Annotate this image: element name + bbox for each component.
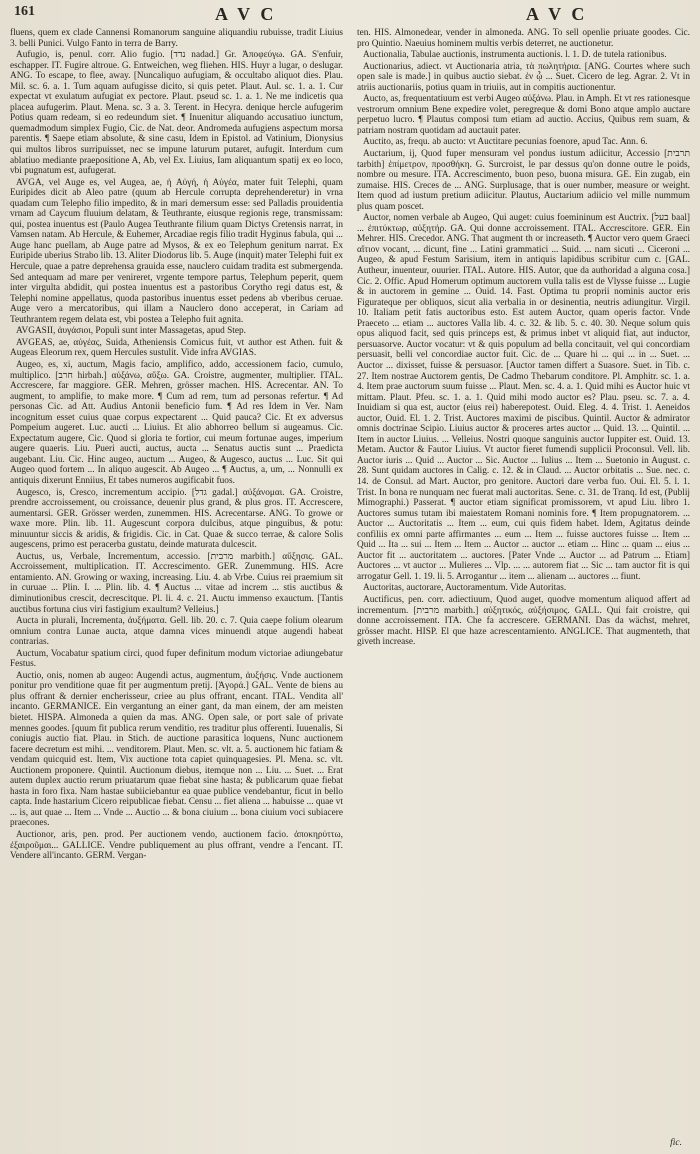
- page-header: [10, 4, 690, 28]
- dictionary-entry: Auctionalia, Tabulae auctionis, instrumenta auctionis. l. 1. D. de tutela rationibus.: [363, 50, 667, 61]
- dictionary-entry: ten. HIS. Almonedear, vender in almoneda. ANG. To sell openlie priuate goodes. Cic. pro Quintio. Naeuius hominem multis verbis deterret, ne auctionetur.: [357, 28, 690, 49]
- dictionary-entry: Aufugio, is, penul. corr. Alio fugio. [נדד nadad.] Gr. Ἀποφεύγω. GA. S'enfuir, eschapper. IT. Fugire altroue. G. Entweichen, weg fliehen. HIS. Huyr a lugar, o deslugar. ANG. To escape, to flee, away. [Nuncaliquo aufugiam, & occultabo aliquot dies. Plau. Mil. sc. 6. a. 1. Tum aquam aufugisse dicito, si quis petet. Plaut. Aul. sc. 1. a. 1. Cur expectat vt exulatum aufugiat ex pectore. Plaut. pseud sc. 1. a. 1. Ne me indicetis qua placea aufugerim. Plaut. Mena. sc. 3 a. 3. Terent. in Hecyra. denique hercle aufugerim Potius quam redeam, si eo redeundum siet. ¶ Inuenitur aliquando accusatiuo iunctum, quemadmodum simplex Fugio, Cic. de Nat. deor. Andromeda aufugiens aspectum morsa parentis. ¶ Saepe etiam absolute, & sine casu, Idem in Epistol. ad Vatinium, Dionysius qui multos libros surripuisset, nec se impune laturum putaret, aufugit. Interdum cum ablatiuo mediante praepositione A, Ab, vel Ex. Liuius, Iam aliquantum spatij ex eo loco, vbi pugnatum est, aufugerat.: [10, 50, 343, 177]
- dictionary-entry: Auctoritas, auctorare, Auctoramentum. Vide Autoritas.: [363, 583, 567, 594]
- dictionary-entry: Augeo, es, xi, auctum, Magis facio, amplifico, addo, accessionem facio, cumulo, multiplico. [חרב hirbah.] αὐξάνω, αὔξω. GA. Croistre, augmenter, multiplier. ITAL. Accrescere, far maggiore. GER. Mehren, grösser machen. HIS. Acrecentar. AN. To augment, to amplifie, to make more. ¶ Cum ad rem, tum ad personas refertur. ¶ Ad personas Cic. ad Att. Audius Antonii beneficio fum. ¶ Ad res Idem in Ver. Nam incognitum esset cuius quae corpus expectarent ... Quid pauca? Cic. Et ex adversus Pompeium augeret. Luc. aucti ... Liuius. Et alio abhorreo bellum si augeamus. Cic. Expectatum augere, Cic. Quod si gloria te fortior, cui meum fortunae auges, imperium augere quaeris. Liu. Pueri aucti, auctus, aucta ... Senatus auctis sunt ... Praedicta augebant. Liu. Cic. Hinc augeo, auctum ... Augeo, & Augesco, auctus ... Luc. Sit qui Augeo quod fortem ... In aliquo augescit. Ab Augeo ... ¶ Auctus, a, um, ... Nonnulli ex antiquis dixerunt Enniius, Et tabes numeros augificabit fuos.: [10, 359, 343, 486]
- dictionary-entry: Auctum, Vocabatur spatium circi, quod fuper definitum modum victoriae adiungebatur Festus.: [10, 648, 343, 670]
- dictionary-entry: AVGASII, ἀυγάσιοι, Populi sunt inter Massagetas, apud Step.: [16, 326, 246, 337]
- dictionary-entry: Auctor, nomen verbale ab Augeo, Qui auget: cuius foemininum est Auctrix. [בעל baal] ... ἐπιτύκτωρ, αὐξητήρ. GA. Qui donne accroissement. ITAL. Accrescitore. GER. Ein Mehrer. HIS. Crecedor. ANG. That augment th or increaseth. ¶ Auctor vero quem Graeci αἴτιον vocant, ... dicunt, fine ... Latini grammatici ... Suid. ... nam sicuti ... Ciceroni ... Augeo, & apud Festum Sarisium, item in antiquis lapidibus scribitur cum c. [GAL. Autheur, inuenteur, ouurier. ITAL. Autore. HIS. Autor, que da authoridad a alguna cosa.] Cic. 2. Offic. Apud Homerum optimum auctorem vulla talis est de Vlysse fuisse ... Lugie & in auctorem in gemine ... Ouid. 14. Fast. Optima tu proprii nominis auctor eris Figurateque per obliquos, sicut alia verbalia in or desinentia, neutris adiungitur. Virgil. 10. Italiam petit fatis auctoribus esto. Est autem Auctor, quam operis factor. Vnde Praeceto ... etiam ... auctores Valla lib. 4. c. 32. & lib. 5. c. 40. 30. Neque solum quis opus aliquod facit, sed quis princeps est, & primus inbet vt aliquid fiat, aut inductor, persuasorve. Auctor vocatur: vt & quis populum ad bella concitauit, vel qui concordiam persuasit, belli vel concordiae auctor fuit. Cic. de ... Quare hi ... qui ... in ... Suet. ... Auctor ... dixisset, fuisse & persuasor. [Auctor tamen differt a Suasore. Suet. in Tib. c. 27. Item nostrae Auctorem gentis, De Cadmo Thebarum conditore. Pl. Amphitr. sc. 1. a. 4. Item prae auctorum suum fuisse ... Plaut. Men. sc. 4. a. 1. Quid mihi es Auctor huic vt mittam. Plaut. Pfeu. sc. 1. a. 1. Quid mihi modo auctor es? Plau. pseu. sc. 7. a. 4. Inuidiam si qua est, auctor (eius rei) haberepotest. Ouid. Eleg. 4. 4. Trist. 1. Aeneidos auctor, Ouid. El. 1. 2. Trist. Auctores maximi de piscibus. Quintil. Auctor & admirator omnis doctrinae Scipio. Liuius auctor & proceres artes auctor ... Quid. 13. ... Quintil. ... Item in auctor Liuius. ... Velleius. Nostri quoque sanguinis auctor Iuppiter est. Ouid. 13. Metam. Auctor & Fautor Liuius. Vt auctor fieret fumendi supplicii Proconsul. Vell. lib. Auctor iuris ... Quid ... Auctor ... Sic. Auctor ... Iulius ... Item ... Suetonio in August. c. 28. Sunt quidam auctores in Calig. c. 12. & in Claud. ... Auctor orbitatis ... Sue. nec. c. 14. de Consul. ad Mart. Auctor, pro genitore. Auctori dare verba fuo. Oui. El. 5. l. 1. Trist. In bona re nunquam nec fuerat mali auctoritas. Sene. c. 31. de Tranq. Id est, (Publij Mimographi.) Passerat. ¶ auctor etiam significat promissorem, vt apud Liu. libro 1. Auctores sumus tutam ibi maiestatem Romani nominis fore. ¶ Item propugnatorem. ... Auctor ... Auctoritatis ... Item ... eum, cui quis fidem habet. Idem, Agitatus deinde confiliis ex omni parte affirmantes ... eum ... Item ... fuisse auctores fuisse ... Item ... Quid ... Ita ... sui ... Item ... Item ... Auctor ... auctor ... etiam ... Hinc ... quam ... eius ... Auctor fit ... auctoritatem ... auctores. [Pater Vnde ... Auctor ... ad Patrum ... Etiam] Auctores ... vt auctor ... Mulieres ... Vlp. ... ... autorem fiat ... Sic ... tam auctor fit is qui arrogatur Gell. 1. 19. li. 5. Arrogantur ... item ... alienam ... auctores ... fiunt.: [357, 213, 690, 582]
- dictionary-entry: Auctarium, ij, Quod fuper mensuram vel pondus iustum adiicitur, Accessio [תרבית tarbith] ἐπίμετρον, προσθήκη. G. Surcroist, le par dessus qu'on donne outre le poids, nombre ou mesure. ITA. Accrescimento, buon peso, buona misura. GE. Ein zugab, ein zumaise. HIS. Creces de ... ANG. Surplusage, that is ouer number, measure or weight. Item quod ad iustum pretium adiicitur. Plautus, Auctarium adiicio vel mille nummum plus quam poscet.: [357, 149, 690, 212]
- dictionary-entry: Auctificus, pen. corr. adiectiuum, Quod auget, quodve momentum aliquod affert ad incrementum. [מרבית marbith.] αὐξητικός, αὐξήσιμος. GALL. Qui fait croistre, qui donne accroissement. ITA. Che fa accrescere. GERMANI. Das da wächst, mehret, grösser macht. HISP. El que haze acrescentamiento. ANGLICE. That augmenteth, that giveth increase.: [357, 594, 690, 648]
- dictionary-entry: Auctito, as, frequ. ab aucto: vt Auctitare pecunias foenore, apud Tac. Ann. 6.: [363, 137, 648, 148]
- dictionary-entry: Auctionor, aris, pen. prod. Per auctionem vendo, auctionem facio. ἀποκηρύττω, ἐξαιροῦμαι... GALLICE. Vendre publiquement au plus offrant, vendre a l'encant. IT. Vendere all'incanto. GERM. Vergan-: [10, 830, 343, 862]
- right-running-head: A V C: [526, 4, 588, 24]
- dictionary-entry: fluens, quem ex clade Cannensi Romanorum sanguine aliquandiu rubuisse, tradit Liuius 3. belli Punici. Vulgo Fanto in terra de Barry.: [10, 28, 343, 49]
- dictionary-entry: Auctus, us, Verbale, Incrementum, accessio. [מרבית marbith.] αὔξησις. GAL. Accroissement, multiplication. IT. Accrescimento. GER. Zunemmung. HIS. Acre entamiento. AN. Growing or waxing, increasing. Liu. 4. ab Vrbe. Cuius rei praemium sit in curuae ... Plin. I. ... Plin. lib. 4. ¶ Auctus ... vitae ad increm ... stis auctibus & diminutionibus crescit, decrescitque. Pl. li. 4. c. 21. Auctu immenso exauctum. [Tantis auctibus fortuna cius viri fastigium exaultum? Velleius.]: [10, 551, 343, 615]
- dictionary-entry: Aucto, as, frequentatiuum est verbi Augeo αὐξάνω. Plau. in Amph. Et vt res rationesque vestrorum omnium Bene expedire volet, peregreque & domi Bono atque amplo auctare perpetuo lucro. ¶ Plautus composi tum etiam ad auctio. Accius, Quibus rem suam, & patriam nostram quotidam ad auctauit pater.: [357, 94, 690, 136]
- dictionary-entry: Aucta in plurali, Incrementa, ἀυξήματα. Gell. lib. 20. c. 7. Quia caepe folium olearum omnium contra Lunae aucta, atque damna vices minuendi atque augendi habeat contrarias.: [10, 616, 343, 648]
- two-column-body: [10, 28, 690, 1146]
- dictionary-entry: Auctionarius, adiect. vt Auctionaria atria, τὰ πωλητήρια. [ANG. Courtes where such open sale is made.] in quibus auctio siebat. ἐν ᾧ ... Suet. Cicero de leg. Agrar. 2. Vt in atriis auctionariis, potius quam in triuiis, aut in compitis auctionentur.: [357, 61, 690, 93]
- dictionary-entry: AVGA, vel Auge es, vel Augea, ae, ἡ Αὐγή, ἡ Αὐγέα, mater fuit Telephi, quam Euripides dicit ab Aleo patre (quum ab Hercule corrupta deprehenderetur) in vrna quadam cum Telepho filio impedito, & in mari demersum esse: sed Palladis prouidentia vrnam ad Caycum fluuium delatam, & Teuthrante, eiusque regionis rege, transmissam: qui, postea inuentus est (Paulo Augea Teuthrante filium quam Dictys Cretensis narrat, in Vamsen natam. Ab Hercule, & Euhemer, Arcadiae regis filio tradit Hyginus fabula, qui ... Auge hanc puellam, ab Auge patre ad Mysos, & ex eo Telephum genitum narrat. Ex Euripide uberius Strabo lib. 13. Aliter Diodorus lib. 5. Auge (inquit) mater Telephi fuit ex Hercule, quae a patre deprehensa grauida esse, nauclero cuidam tradita est submergenda. Sed antequam ad mare per venireret, vrgente tempore partus, Telephum peperit, quem inter virgulta abdidit, qui postea inuentus est a pastoribus Corytho regi datus est, & Telephi nomine appellatus, quoda pastoribus inuentus esset pedens ab vberibus ceruae. Auge vero a mercatoribus, qui illam a Nauclero dono acceperat, in Cariam ad Teuthrantem regem delata est, vbi postea a Telepho fuit agnita.: [10, 177, 343, 325]
- left-column: [10, 28, 343, 1146]
- catch-word: fic.: [670, 1138, 682, 1148]
- right-column: [357, 28, 690, 1146]
- left-running-head: A V C: [215, 4, 277, 24]
- dictionary-entry: Augesco, is, Cresco, incrementum accipio. [גדל gadal.] αὐξάνομαι. GA. Croistre, prendre accroissement, ou croissance, deuenir plus grand, & plus gros. IT. Accrescere, aumentarsi. GER. Grösser werden, zunemmen. HIS. Acrecentarse. ANG. To growe or waxe more. Plin. lib. 11. Augescunt corpora dulcibus, atque pinguibus, & potu: minuuntur siccis & aridis, & frigidis. Cic. in Cat. Quae & succo terrae, & calore Solis augescens, primo est peracerba gustatu, deinde maturata dulcescit.: [10, 487, 343, 551]
- page-number: 161: [14, 4, 35, 19]
- dictionary-entry: AVGEAS, ae, αὐγέας, Suida, Atheniensis Comicus fuit, vt author est Athen. fuit & Augeas Eleorum rex, quem Hercules sustulit. Vide infra AVGIAS.: [10, 337, 343, 359]
- dictionary-entry: Auctio, onis, nomen ab augeo: Augendi actus, augmentum, ἀυξήσις. Vnde auctionem ponitur pro venditione quae fit per augmentum pretij. [Ἀγορά.] GAL. Vente de biens au plus offrant & dernier encherisseur, criee au plus offrant, encant. ITAL. Vendita all' incanto. GERMANICE. Ein vergantung an einer gant, da man einem, der am meisten bietet. HISPA. Almoneda a quien da mas. ANG. Open sale, or port sale of private mennes goodes. [quum fit publica rerum venditio, res traditur plus offerenti. Iuuenalis, Si coniugis auctio fiat. Plau. in Stich. de auctione parasitica loquens, Nunc auctionem facere decretum est mihi. ... venditorem. Plaut. Men. sc. vlt. a. 5. auctionem hic fatiam & vendam quicquid est. Item, Vix auctione tota capiet quinquagesies. Pl. Mena. sc. vlt. Auctionem proponere. Quintil. Auctionum diebus, itemque non ... Liu. ... Suet. ... Erat autem duplex auctio rerum priuatarum quae fiebat sine hasta; & publicarum quae fiebat hasta in foro fixa. Nam hastae subiiciebantur ea quae publice vendebantur, ficut in bello capta. Inde hastarium Cicero reipublicae fiebat. Censu ... fiet aliena ... habuisse ... quae vt ... is, aut quae ... Item ... Vnde ... Auctio ... & bona ciuium ... bona ciuium voci subiacere praecones.: [10, 670, 343, 829]
